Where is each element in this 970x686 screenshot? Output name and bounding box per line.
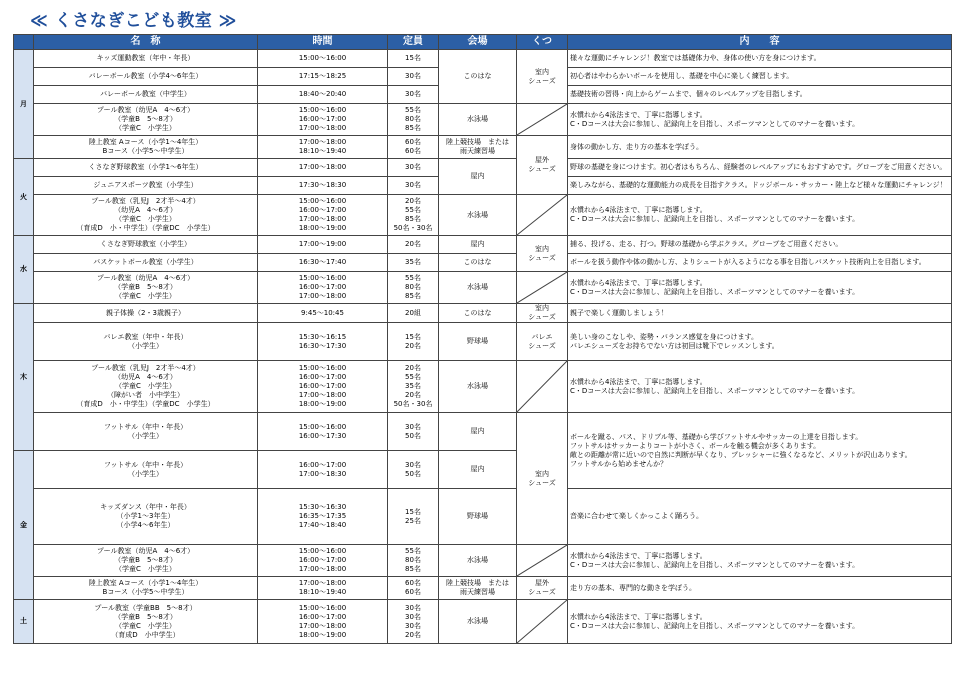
header-content: 内 容: [568, 35, 952, 50]
class-name: プール教室（幼児A 4～6才） （学童B 5～8才） （学童C 小学生）: [34, 272, 258, 304]
class-venue: 水泳場: [439, 545, 517, 577]
diagonal-slash-icon: [517, 272, 567, 303]
header-venue: 会場: [439, 35, 517, 50]
class-description: 身体の動かし方、走り方の基本を学ぼう。: [568, 136, 952, 159]
table-row: [14, 136, 952, 159]
class-description: 親子で楽しく運動しましょう！: [568, 304, 952, 323]
class-time: 9:45～10:45: [258, 304, 388, 323]
class-venue: 陸上競技場 または 雨天練習場: [439, 577, 517, 600]
empty-shoes-cell: [517, 545, 568, 577]
class-venue: このはな: [439, 254, 517, 272]
table-row: [14, 489, 952, 545]
day-wednesday: 水: [14, 236, 34, 304]
header-day: [14, 35, 34, 50]
class-capacity: 15名 25名: [388, 489, 439, 545]
class-capacity: 30名: [388, 177, 439, 195]
schedule-table: [13, 34, 952, 644]
day-thursday: 木: [14, 304, 34, 451]
table-row: [14, 323, 952, 361]
class-time: 16:00～17:00 17:00～18:30: [258, 451, 388, 489]
class-capacity: 60名 60名: [388, 136, 439, 159]
class-name: プール教室（学童BB 5～8才） （学童B 5～8才） （学童C 小学生） （育成D 小中学生）: [34, 600, 258, 644]
class-description: 水慣れから4泳法まで、丁寧に指導します。 C・Dコースは大会に参加し、記録向上を目指し、スポーツマンとしてのマナーを養います。: [568, 545, 952, 577]
header-row: [14, 35, 952, 50]
table-row: [14, 600, 952, 644]
class-time: 17:00～19:00: [258, 236, 388, 254]
class-shoes: 室内 シューズ: [517, 304, 568, 323]
class-capacity: 30名 30名 30名 20名: [388, 600, 439, 644]
class-time: 15:00～16:00 16:00～17:00 16:00～17:00 17:00～18:00 18:00～19:00: [258, 361, 388, 413]
empty-shoes-cell: [517, 361, 568, 413]
class-description: ボールを蹴る、パス、ドリブル等、基礎から学びフットサルやサッカーの上達を目指します。 フットサルはサッカーよりコートが小さく、ボールを触る機会が多くあります。 敵との距離が常に近いので自然に判断が早くなり、プレッシャーに強くなるなど、メリットが沢山あります。 フットサルから始めませんか？: [568, 413, 952, 489]
class-venue: 屋内: [439, 451, 517, 489]
class-description: 水慣れから4泳法まで、丁寧に指導します。 C・Dコースは大会に参加し、記録向上を目指し、スポーツマンとしてのマナーを養います。: [568, 195, 952, 236]
class-time: 15:00～16:00 16:00～17:00 17:00～18:00: [258, 545, 388, 577]
header-capacity: 定員: [388, 35, 439, 50]
class-description: 水慣れから4泳法まで、丁寧に指導します。 C・Dコースは大会に参加し、記録向上を目指し、スポーツマンとしてのマナーを養います。: [568, 600, 952, 644]
class-description: 楽しみながら、基礎的な運動能力の成長を目指すクラス。ドッジボール・サッカー・陸上など様々な運動にチャレンジ！: [568, 177, 952, 195]
class-capacity: 55名 80名 85名: [388, 272, 439, 304]
class-description: 美しい身のこなしや、姿勢・バランス感覚を身につけます。 バレエシューズをお持ちでない方は初回は靴下でレッスンします。: [568, 323, 952, 361]
class-name: フットサル（年中・年長） （小学生）: [34, 413, 258, 451]
class-name: 陸上教室 Aコース（小学1～4年生） Bコース（小学5～中学生）: [34, 577, 258, 600]
class-time: 17:00～18:00: [258, 159, 388, 177]
class-shoes: 屋外 シューズ: [517, 136, 568, 195]
class-description: ボールを扱う動作や体の動かし方、よりシュートが入るようになる事を目指しバスケット技術向上を目指します。: [568, 254, 952, 272]
table-row: [14, 545, 952, 577]
class-venue: このはな: [439, 304, 517, 323]
class-capacity: 20名: [388, 236, 439, 254]
class-name: バレーボール教室（中学生）: [34, 86, 258, 104]
diagonal-slash-icon: [517, 104, 567, 135]
class-capacity: 30名 50名: [388, 451, 439, 489]
class-time: 15:30～16:30 16:35～17:35 17:40～18:40: [258, 489, 388, 545]
class-time: 15:30～16:15 16:30～17:30: [258, 323, 388, 361]
diagonal-slash-icon: [517, 195, 567, 235]
class-capacity: 30名: [388, 159, 439, 177]
table-row: [14, 272, 952, 304]
header-name: 名 称: [34, 35, 258, 50]
class-time: 17:15～18:25: [258, 68, 388, 86]
class-name: バレエ教室（年中・年長） （小学生）: [34, 323, 258, 361]
class-name: ジュニアスポーツ教室（小学生）: [34, 177, 258, 195]
class-description: 音楽に合わせて楽しくかっこよく踊ろう。: [568, 489, 952, 545]
empty-shoes-cell: [517, 195, 568, 236]
class-venue: 水泳場: [439, 195, 517, 236]
class-name: バスケットボール教室（小学生）: [34, 254, 258, 272]
class-venue: 水泳場: [439, 361, 517, 413]
class-description: 野球の基礎を身につけます。初心者はもちろん、経験者のレベルアップにもおすすめです。グローブをご用意ください。: [568, 159, 952, 177]
class-capacity: 30名 50名: [388, 413, 439, 451]
class-name: くさなぎ野球教室（小学1～6年生）: [34, 159, 258, 177]
class-shoes: 室内 シューズ: [517, 236, 568, 272]
class-description: 水慣れから4泳法まで、丁寧に指導します。 C・Dコースは大会に参加し、記録向上を目指し、スポーツマンとしてのマナーを養います。: [568, 272, 952, 304]
class-name: フットサル（年中・年長） （小学生）: [34, 451, 258, 489]
class-venue: 水泳場: [439, 104, 517, 136]
diagonal-slash-icon: [517, 545, 567, 576]
empty-shoes-cell: [517, 104, 568, 136]
class-venue: 屋内: [439, 236, 517, 254]
class-capacity: 20名 55名 85名 50名・30名: [388, 195, 439, 236]
table-row: [14, 577, 952, 600]
table-row: [14, 50, 952, 68]
class-shoes: バレエ シューズ: [517, 323, 568, 361]
class-capacity: 15名: [388, 50, 439, 68]
class-venue: 屋内: [439, 159, 517, 195]
class-description: 様々な運動にチャレンジ！教室では基礎体力や、身体の使い方を身につけます。: [568, 50, 952, 68]
class-venue: 陸上競技場 または 雨天練習場: [439, 136, 517, 159]
class-venue: このはな: [439, 50, 517, 104]
class-capacity: 55名 80名 85名: [388, 104, 439, 136]
class-time: 18:40～20:40: [258, 86, 388, 104]
table-row: [14, 159, 952, 177]
class-time: 15:00～16:00 16:00～17:00 17:00～18:00 18:00～19:00: [258, 600, 388, 644]
class-description: 水慣れから4泳法まで、丁寧に指導します。 C・Dコースは大会に参加し、記録向上を目指し、スポーツマンとしてのマナーを養います。: [568, 361, 952, 413]
header-shoes: くつ: [517, 35, 568, 50]
class-name: 親子体操（2・3歳親子）: [34, 304, 258, 323]
day-tuesday: 火: [14, 159, 34, 236]
class-name: プール教室（乳児J 2才半～4才） （幼児A 4～6才） （学童C 小学生） （育成D 小・中学生）（学童DC 小学生）: [34, 195, 258, 236]
table-row: [14, 236, 952, 254]
table-row: [14, 254, 952, 272]
table-row: [14, 304, 952, 323]
class-description: 基礎技術の習得・向上からゲームまで、個々のレベルアップを目指します。: [568, 86, 952, 104]
table-row: [14, 413, 952, 451]
day-friday: 金: [14, 451, 34, 600]
table-row: [14, 195, 952, 236]
class-time: 15:00～16:00 16:00～17:00 17:00～18:00 18:00～19:00: [258, 195, 388, 236]
class-name: バレーボール教室（小学4～6年生）: [34, 68, 258, 86]
class-capacity: 15名 20名: [388, 323, 439, 361]
empty-shoes-cell: [517, 272, 568, 304]
day-saturday: 土: [14, 600, 34, 644]
class-capacity: 20組: [388, 304, 439, 323]
class-description: 走り方の基本、専門的な動きを学ぼう。: [568, 577, 952, 600]
class-time: 17:00～18:00 18:10～19:40: [258, 577, 388, 600]
class-venue: 水泳場: [439, 600, 517, 644]
class-capacity: 55名 80名 85名: [388, 545, 439, 577]
class-name: くさなぎ野球教室（小学生）: [34, 236, 258, 254]
diagonal-slash-icon: [517, 600, 567, 643]
class-capacity: 30名: [388, 86, 439, 104]
class-shoes: 屋外 シューズ: [517, 577, 568, 600]
class-capacity: 30名: [388, 68, 439, 86]
class-capacity: 35名: [388, 254, 439, 272]
class-capacity: 60名 60名: [388, 577, 439, 600]
class-name: プール教室（乳児J 2才半～4才） （幼児A 4～6才） （学童C 小学生） （障がい者 小中学生） （育成D 小・中学生）（学童DC 小学生）: [34, 361, 258, 413]
day-monday: 月: [14, 50, 34, 159]
class-shoes: 室内 シューズ: [517, 50, 568, 104]
class-time: 16:30～17:40: [258, 254, 388, 272]
table-row: [14, 361, 952, 413]
class-time: 17:00～18:00 18:10～19:40: [258, 136, 388, 159]
diagonal-slash-icon: [517, 361, 567, 412]
empty-shoes-cell: [517, 600, 568, 644]
page-title: ≪ くさなぎこども教室 ≫: [30, 11, 237, 31]
class-name: キッズ運動教室（年中・年長）: [34, 50, 258, 68]
class-time: 15:00～16:00 16:00～17:00 17:00～18:00: [258, 272, 388, 304]
class-capacity: 20名 55名 35名 20名 50名・30名: [388, 361, 439, 413]
header-time: 時間: [258, 35, 388, 50]
class-venue: 野球場: [439, 323, 517, 361]
class-venue: 水泳場: [439, 272, 517, 304]
class-venue: 屋内: [439, 413, 517, 451]
class-description: 捕る、投げる、走る、打つ。野球の基礎から学ぶクラス。グローブをご用意ください。: [568, 236, 952, 254]
class-name: プール教室（幼児A 4～6才） （学童B 5～8才） （学童C 小学生）: [34, 545, 258, 577]
class-name: キッズダンス（年中・年長） （小学1～3年生） （小学4～6年生）: [34, 489, 258, 545]
class-time: 15:00～16:00: [258, 50, 388, 68]
table-row: [14, 104, 952, 136]
class-venue: 野球場: [439, 489, 517, 545]
class-time: 15:00～16:00 16:00～17:00 17:00～18:00: [258, 104, 388, 136]
class-description: 水慣れから4泳法まで、丁寧に指導します。 C・Dコースは大会に参加し、記録向上を目指し、スポーツマンとしてのマナーを養います。: [568, 104, 952, 136]
class-name: プール教室（幼児A 4～6才） （学童B 5～8才） （学童C 小学生）: [34, 104, 258, 136]
class-description: 初心者はやわらかいボールを使用し、基礎を中心に楽しく練習します。: [568, 68, 952, 86]
class-time: 15:00～16:00 16:00～17:30: [258, 413, 388, 451]
class-name: 陸上教室 Aコース（小学1～4年生） Bコース（小学5～中学生）: [34, 136, 258, 159]
class-shoes: 室内 シューズ: [517, 413, 568, 545]
class-time: 17:30～18:30: [258, 177, 388, 195]
